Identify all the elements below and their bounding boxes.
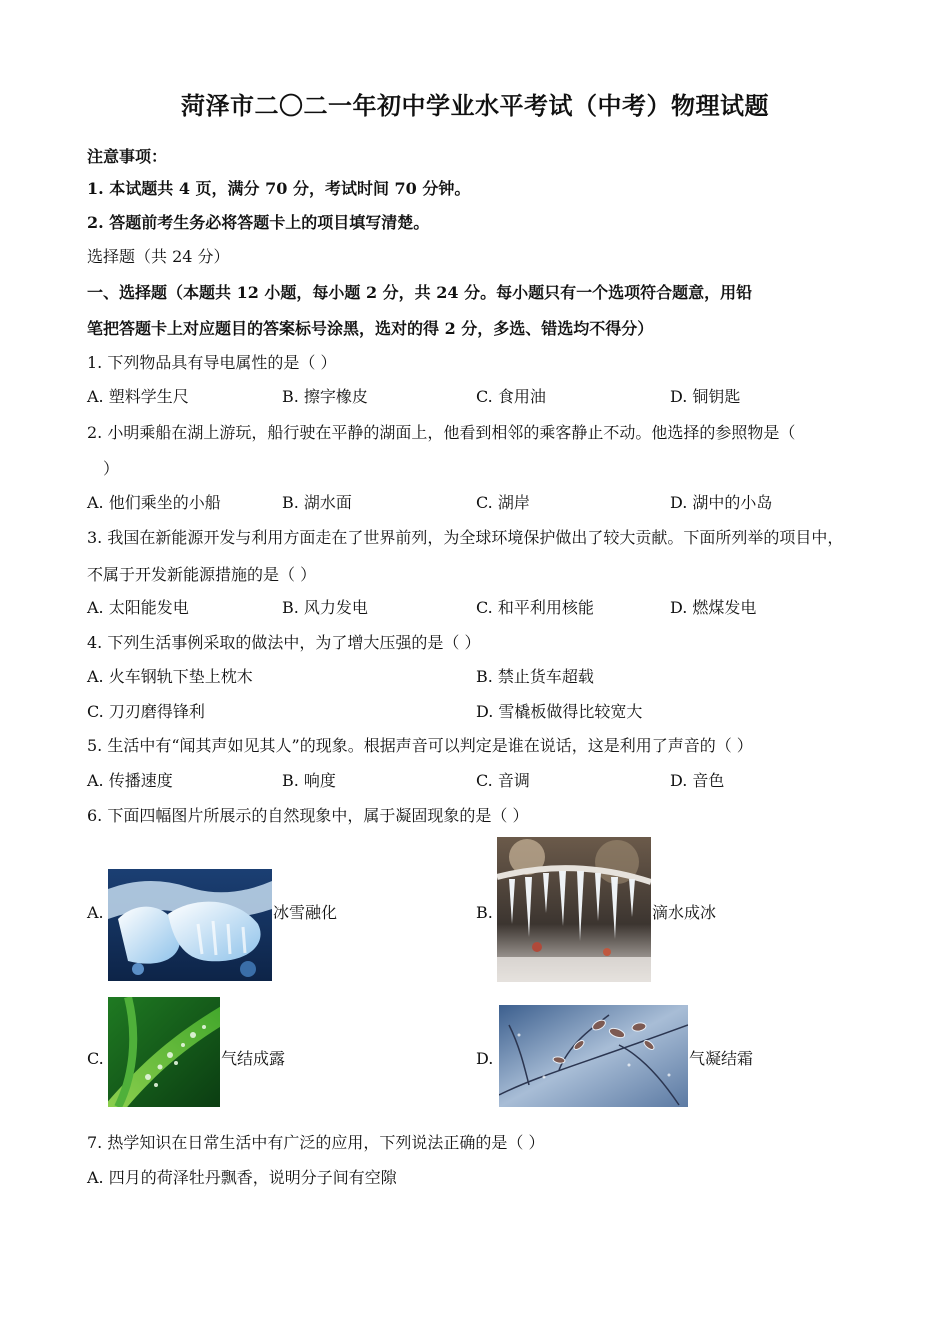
option-b: B. xyxy=(476,903,493,922)
question-stem-cont: 不属于开发新能源措施的是（ ） xyxy=(87,565,317,584)
note-item: 2. 答题前考生务必将答题卡上的项目填写清楚。 xyxy=(87,213,430,232)
option-d: D. xyxy=(476,1049,494,1068)
option-c: C. 音调 xyxy=(476,771,530,790)
option-c: C. 湖岸 xyxy=(476,493,530,512)
option-d: D. 湖中的小岛 xyxy=(670,493,773,512)
dew-leaf-photo xyxy=(108,997,220,1107)
icicles-photo xyxy=(497,837,651,982)
image-caption: 滴水成冰 xyxy=(652,903,717,922)
option-a: A. 塑料学生尺 xyxy=(87,387,189,406)
option-b: B. 湖水面 xyxy=(282,493,352,512)
notes-heading: 注意事项： xyxy=(87,147,168,166)
image-caption: 气结成露 xyxy=(221,1049,286,1068)
frost-branch-photo xyxy=(499,1005,688,1107)
image-caption: 冰雪融化 xyxy=(273,903,338,922)
option-b: B. 擦字橡皮 xyxy=(282,387,368,406)
option-c: C. 刀刃磨得锋利 xyxy=(87,702,205,721)
option-a: A. 传播速度 xyxy=(87,771,173,790)
question-stem: 1. 下列物品具有导电属性的是（ ） xyxy=(87,353,337,372)
option-d: D. 铜钥匙 xyxy=(670,387,741,406)
section-instruction: 笔把答题卡上对应题目的答案标号涂黑，选对的得 2 分，多选、错选均不得分） xyxy=(87,319,654,338)
option-d: D. 燃煤发电 xyxy=(670,598,757,617)
option-c: C. xyxy=(87,1049,104,1068)
question-stem: 4. 下列生活事例采取的做法中，为了增大压强的是（ ） xyxy=(87,633,481,652)
option-c: C. 和平利用核能 xyxy=(476,598,594,617)
question-stem-cont: ） xyxy=(103,459,120,478)
option-b: B. 响度 xyxy=(282,771,336,790)
question-stem: 6. 下面四幅图片所展示的自然现象中，属于凝固现象的是（ ） xyxy=(87,806,529,825)
option-a: A. xyxy=(87,903,104,922)
section-instruction: 一、选择题（本题共 12 小题，每小题 2 分，共 24 分。每小题只有一个选项符合题意，用铅 xyxy=(87,283,753,302)
option-a: A. 火车钢轨下垫上枕木 xyxy=(87,667,253,686)
page-title: 菏泽市二〇二一年初中学业水平考试（中考）物理试题 xyxy=(181,91,769,120)
section-label: 选择题（共 24 分） xyxy=(87,247,230,266)
question-stem: 7. 热学知识在日常生活中有广泛的应用，下列说法正确的是（ ） xyxy=(87,1133,545,1152)
option-d: D. 音色 xyxy=(670,771,725,790)
option-b: B. 风力发电 xyxy=(282,598,368,617)
question-stem: 3. 我国在新能源开发与利用方面走在了世界前列，为全球环境保护做出了较大贡献。下面所列举的项目中， xyxy=(87,528,844,547)
question-stem: 2. 小明乘船在湖上游玩，船行驶在平静的湖面上，他看到相邻的乘客静止不动。他选择的参照物是（ xyxy=(87,423,796,442)
option-a: A. 他们乘坐的小船 xyxy=(87,493,221,512)
option-a: A. 太阳能发电 xyxy=(87,598,189,617)
option-d: D. 雪橇板做得比较宽大 xyxy=(476,702,643,721)
option-b: B. 禁止货车超载 xyxy=(476,667,594,686)
option-c: C. 食用油 xyxy=(476,387,546,406)
image-caption: 气凝结霜 xyxy=(689,1049,754,1068)
question-stem: 5. 生活中有“闻其声如见其人”的现象。根据声音可以判定是谁在说话，这是利用了声音的（ ） xyxy=(87,736,753,755)
ice-melting-photo xyxy=(108,869,272,981)
option-a: A. 四月的荷泽牡丹飘香，说明分子间有空隙 xyxy=(87,1168,397,1187)
note-item: 1. 本试题共 4 页，满分 70 分，考试时间 70 分钟。 xyxy=(87,179,471,198)
